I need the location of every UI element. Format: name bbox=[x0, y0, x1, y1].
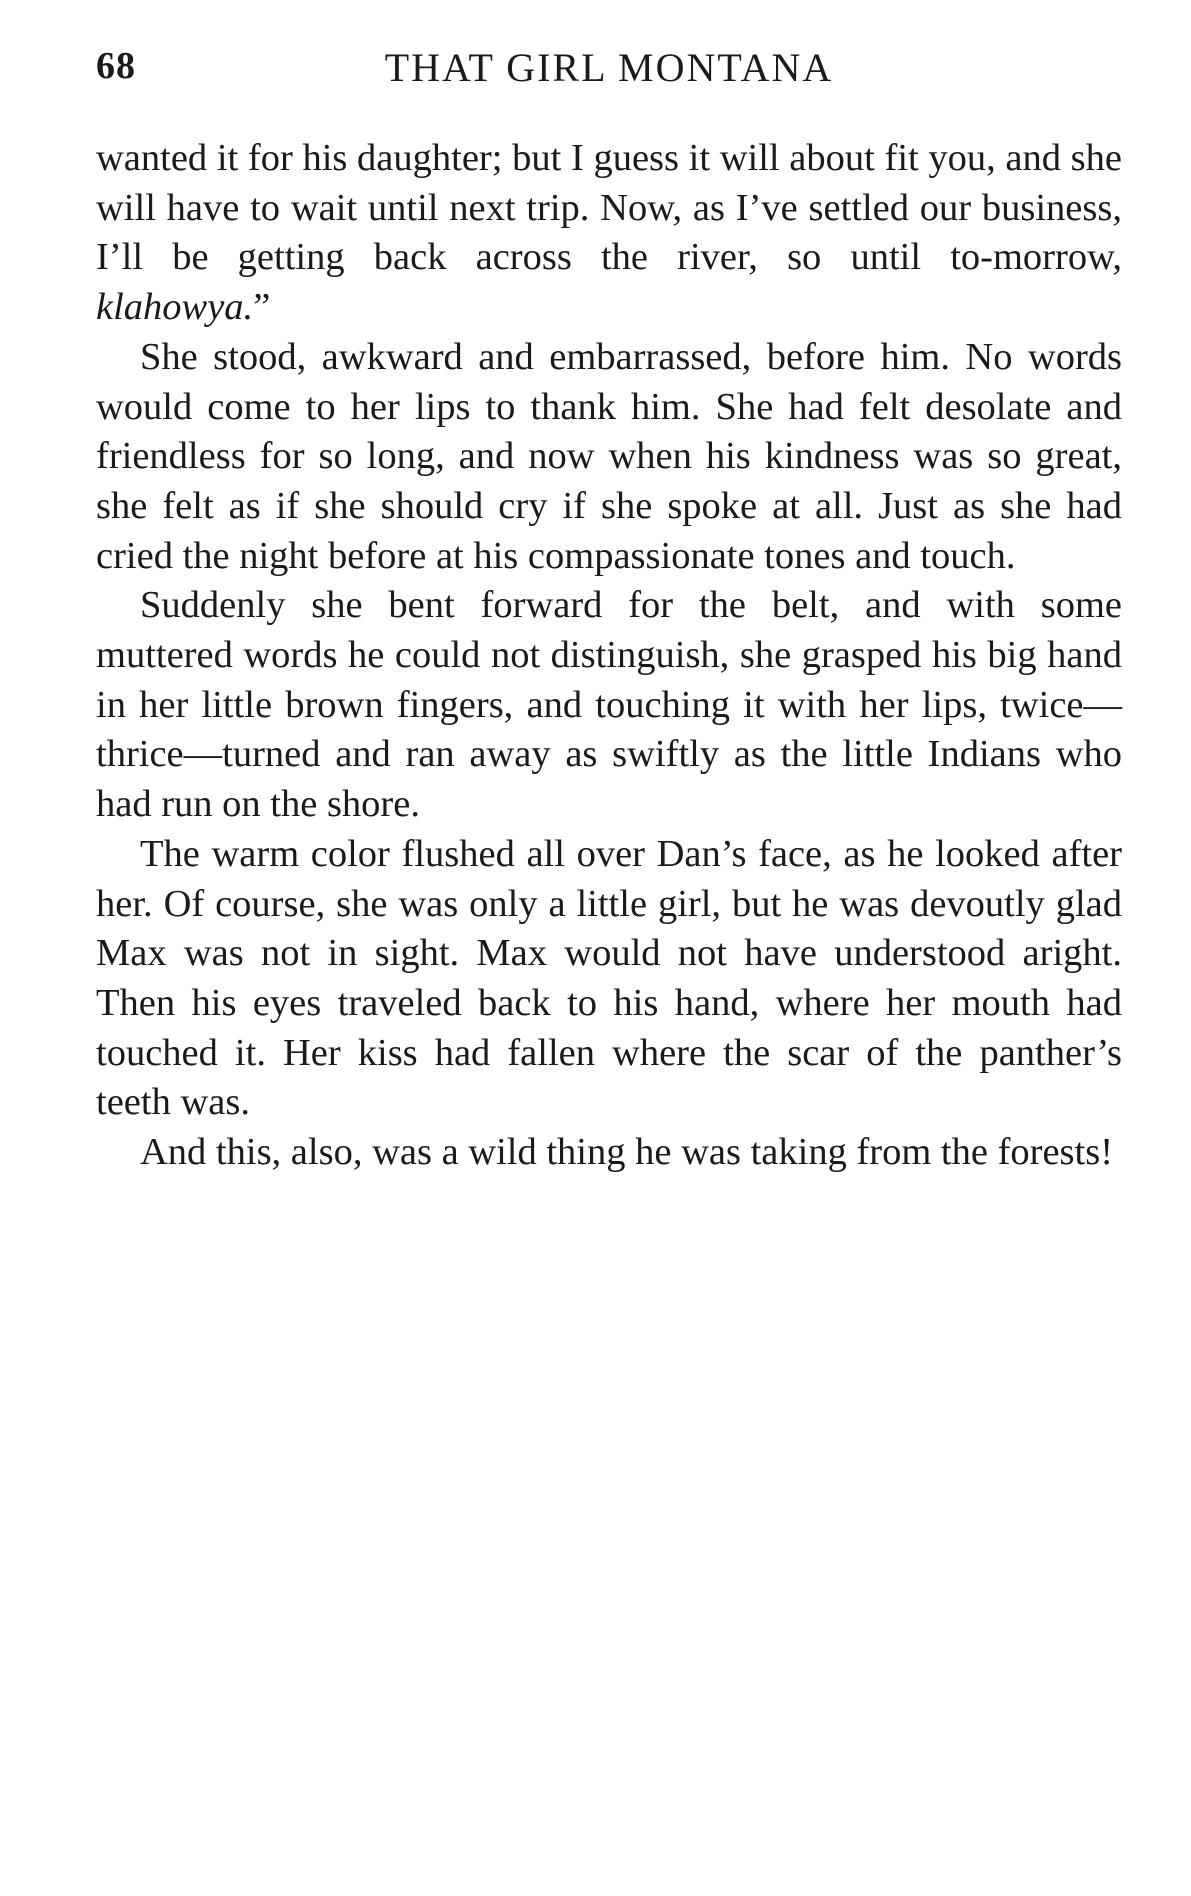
paragraph-5: And this, also, was a wild thing he was taking from the forests! bbox=[140, 1131, 1114, 1174]
paragraph-1-italic-word: klahowya. bbox=[96, 286, 254, 329]
paragraph-4: The warm color flushed all over Dan’s face, as he looked after her. Of course, she was only a little girl, but he was devoutly glad Max was not in sight. Max would not have understood aright. Then his eyes traveled back to his hand, where her mouth had touched it. Her kiss had fallen where the scar of the panther’s teeth was. bbox=[96, 832, 1122, 1124]
paragraph-2: She stood, awkward and embarrassed, before him. No words would come to her lips to thank him. She had felt desolate and friendless for so long, and now when his kindness was so great, she felt as if she should cry if she spoke at all. Just as she had cried the night before at his compassionate tones and touch. bbox=[96, 335, 1122, 577]
page-number: 68 bbox=[96, 45, 136, 87]
paragraph-1-text: wanted it for his daughter; but I guess it will about fit you, and she will have to wait until next trip. Now, as I’ve settled our business, I’ll be getting back across the river, so until to-morrow, bbox=[96, 137, 1122, 279]
running-header bbox=[96, 44, 1122, 94]
body-text bbox=[96, 134, 1122, 1178]
paragraph-1-closing-quote: ” bbox=[253, 286, 271, 329]
running-title: THAT GIRL MONTANA bbox=[384, 45, 834, 90]
paragraph-3: Suddenly she bent forward for the belt, and with some muttered words he could not distinguish, she grasped his big hand in her little brown fingers, and touching it with her lips, twice—thrice—turned and ran away as swiftly as the little Indians who had run on the shore. bbox=[96, 584, 1122, 826]
paragraph-1 bbox=[96, 134, 1122, 333]
